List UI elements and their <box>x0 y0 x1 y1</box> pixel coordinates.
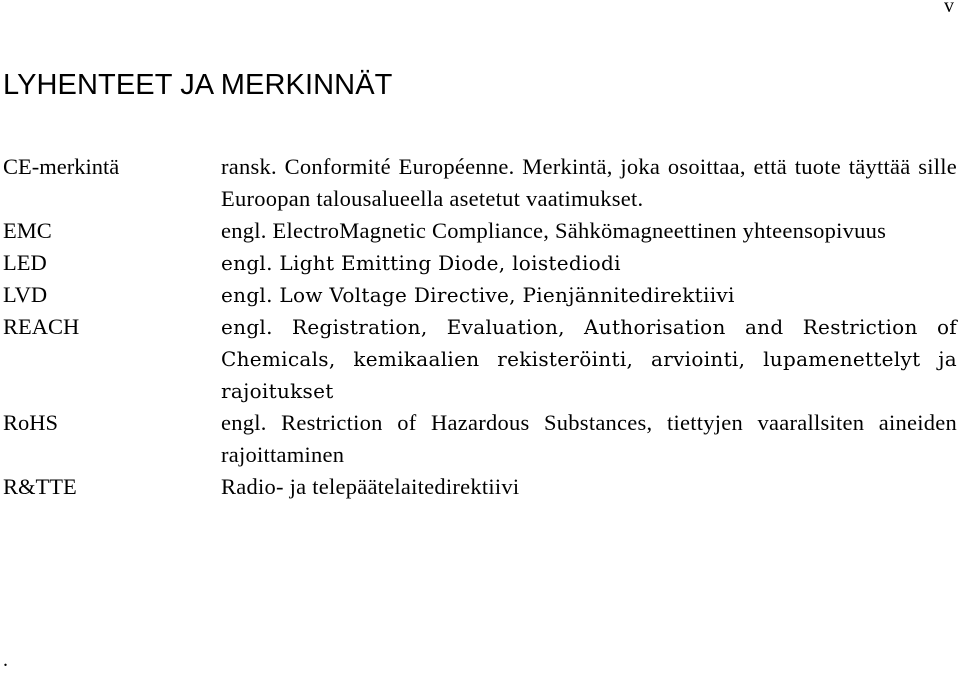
definition-rtte: Radio- ja telepäätelaitedirektiivi <box>221 474 520 499</box>
definition-led: engl. Light Emitting Diode, loistediodi <box>221 251 621 275</box>
definition-rohs: engl. Restriction of Hazardous Substances, tiettyjen vaarallsiten aineiden rajoittaminen <box>221 410 957 467</box>
abbreviation-row-emc <box>0 215 960 247</box>
definition-emc: engl. ElectroMagnetic Compliance, Sähkömagneettinen yhteensopivuus <box>221 218 887 243</box>
abbreviation-row-lvd <box>0 279 960 311</box>
abbreviation-row-rohs <box>0 407 960 471</box>
term-lvd: LVD <box>3 282 48 307</box>
page-number: v <box>944 0 954 17</box>
corner-mark: . <box>3 649 8 671</box>
abbreviation-row-rtte <box>0 471 960 503</box>
definition-ce-merkinta: ransk. Conformité Européenne. Merkintä, joka osoittaa, että tuote täyttää sille Euroopan talousalueella asetetut vaatimukset. <box>221 154 957 211</box>
term-led: LED <box>3 250 47 275</box>
term-rohs: RoHS <box>3 410 59 435</box>
abbreviation-row-reach <box>0 311 960 407</box>
definition-lvd: engl. Low Voltage Directive, Pienjännitedirektiivi <box>221 283 735 307</box>
definition-reach: engl. Registration, Evaluation, Authorisation and Restriction of Chemicals, kemikaalien rekisteröinti, arviointi, lupamenettelyt ja rajoitukset <box>221 315 957 403</box>
abbreviation-row-ce <box>0 151 960 215</box>
abbreviation-row-led <box>0 247 960 279</box>
term-reach: REACH <box>3 314 80 339</box>
term-emc: EMC <box>3 218 52 243</box>
term-rtte: R&TTE <box>3 474 77 499</box>
term-ce-merkinta: CE-merkintä <box>3 154 120 179</box>
abbreviation-list <box>0 151 960 503</box>
page-title: LYHENTEET JA MERKINNÄT <box>3 69 393 101</box>
